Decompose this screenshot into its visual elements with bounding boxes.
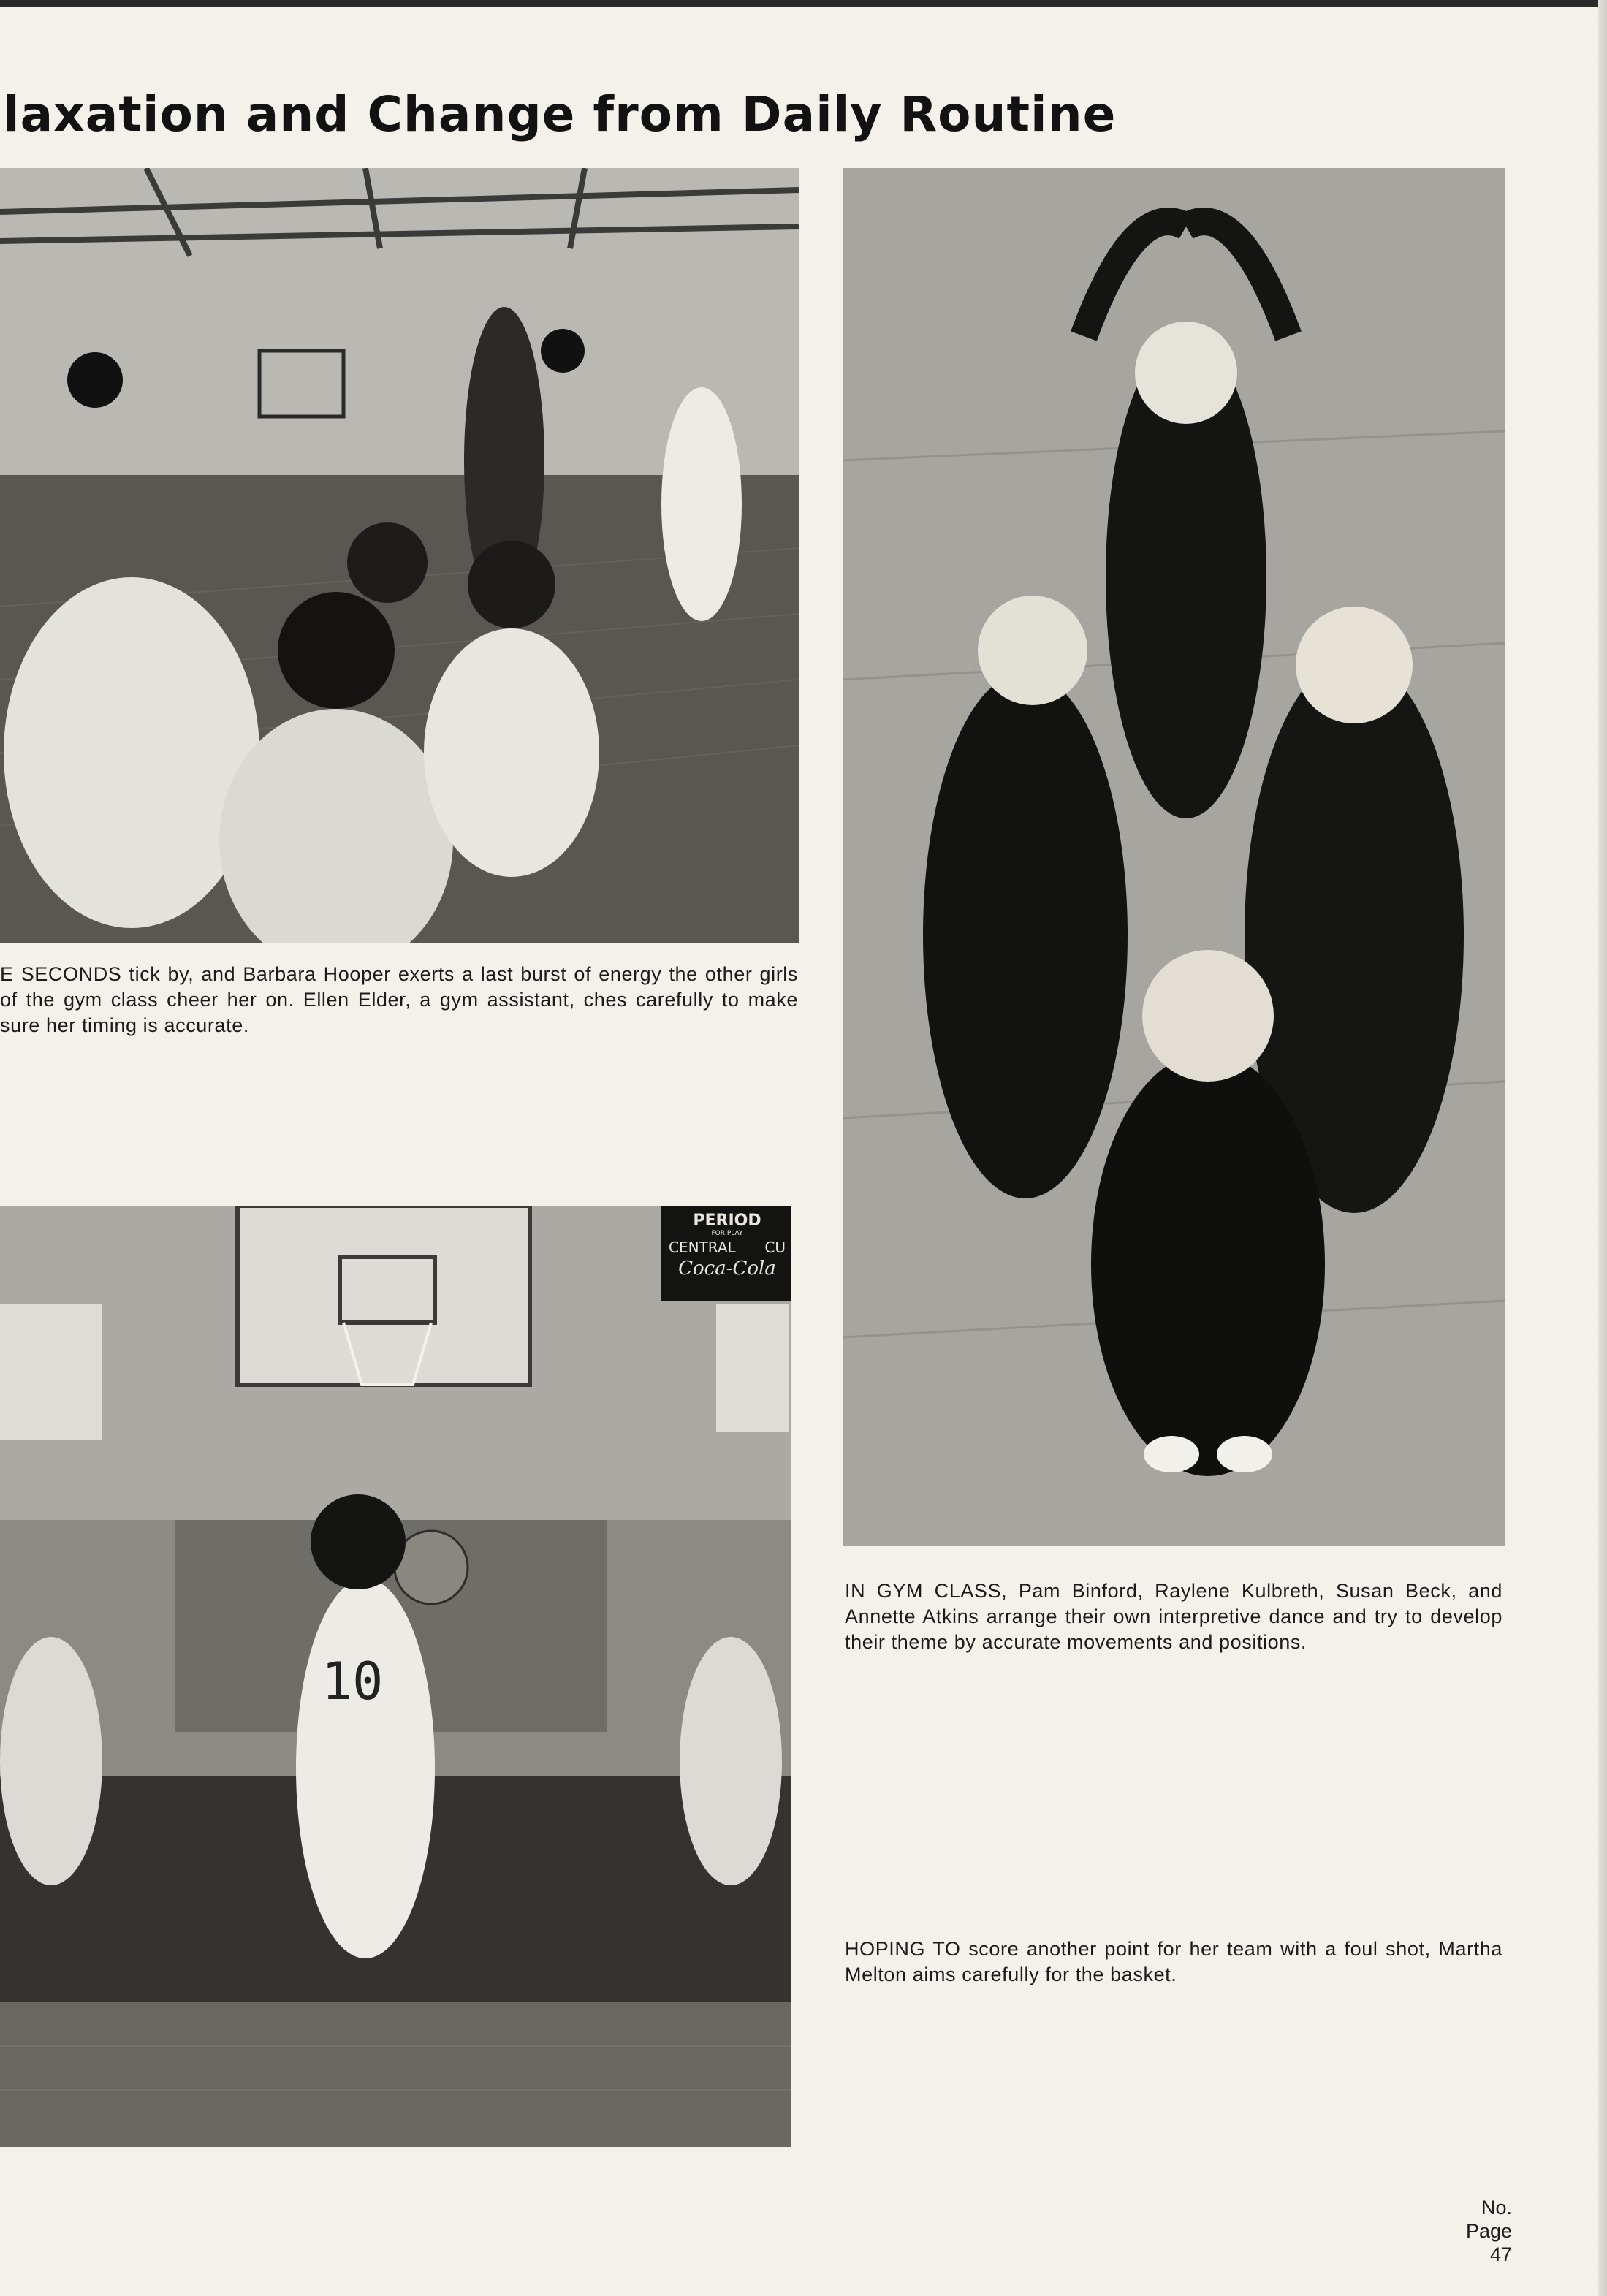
page-number-page: Page [1465, 2220, 1512, 2242]
page-right-edge [1598, 0, 1607, 2296]
caption-in-gym-class [845, 1578, 1502, 1655]
scoreboard [661, 1206, 791, 1301]
page-number-no: No. [1481, 2197, 1512, 2219]
page-headline: laxation and Change from Daily Routine [3, 86, 1117, 142]
photo-foul-shot [0, 1206, 791, 2147]
scoreboard-cu: CU [764, 1239, 786, 1256]
caption-lead: E SECONDS [0, 963, 122, 985]
page-number-value: 47 [1489, 2243, 1512, 2265]
caption-body: score another point for her team with a foul shot, Martha Melton aims carefully for the basket. [845, 1938, 1502, 1985]
caption-body: tick by, and Barbara Hooper exerts a last burst of energy the other girls of the gym class cheer her on. Ellen Elder, a gym assistant, ches carefully to make sure her timing is accurate. [0, 963, 799, 1036]
scoreboard-central: CENTRAL [669, 1239, 736, 1256]
photo-gym-class-cheering [0, 168, 799, 943]
caption-body: Pam Binford, Raylene Kulbreth, Susan Beck, and Annette Atkins arrange their own interpretive dance and try to develop their theme by accurate movements and positions. [845, 1580, 1502, 1653]
scoreboard-coca-cola-logo: Coca-Cola [678, 1258, 776, 1280]
scoreboard-teams [661, 1237, 791, 1258]
caption-seconds-tick-by [0, 962, 798, 1038]
caption-hoping-to [845, 1936, 1502, 1988]
photo-interpretive-dance [843, 168, 1505, 1546]
caption-lead: IN GYM CLASS, [845, 1580, 1008, 1602]
caption-lead: HOPING TO [845, 1938, 961, 1960]
jersey-number: 10 [322, 1651, 384, 1711]
scoreboard-period: PERIOD [693, 1212, 761, 1230]
page-number [1466, 2196, 1512, 2266]
page-top-edge [0, 0, 1607, 7]
scoreboard-for-play: FOR PLAY [711, 1230, 743, 1237]
